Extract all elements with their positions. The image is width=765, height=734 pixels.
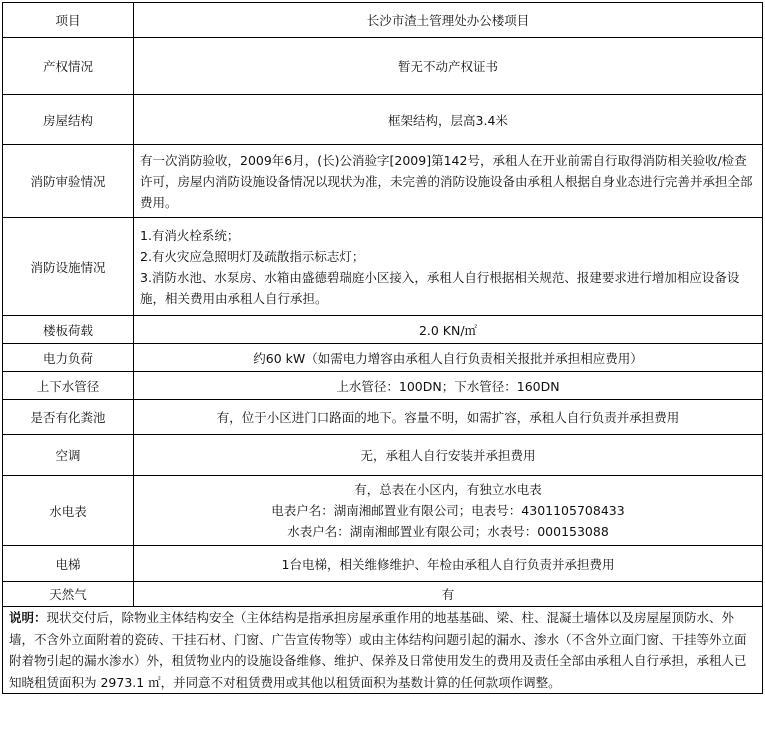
list-item: 有，总表在小区内，有独立水电表 <box>354 482 542 497</box>
table-row <box>3 582 763 607</box>
list-item: 3.消防水池、水泵房、水箱由盛德碧瑞庭小区接入，承租人自行根据相关规范、报建要求进行增加相应设备设施，相关费用由承租人自行承担。 <box>140 269 740 306</box>
table-row <box>3 3 763 38</box>
row-label: 是否有化粪池 <box>3 400 134 435</box>
row-label: 楼板荷载 <box>3 316 134 344</box>
row-label: 天然气 <box>3 582 134 607</box>
table-row <box>3 218 763 316</box>
row-value: 有一次消防验收，2009年6月，(长)公消验字[2009]第142号，承租人在开业前需自行取得消防相关验收/检查许可，房屋内消防设施设备情况以现状为准，未完善的消防设施设备由承租人根据自身业态进行完善并承担全部费用。 <box>134 145 763 218</box>
row-value: 暂无不动产权证书 <box>134 38 763 95</box>
table-row <box>3 476 763 546</box>
row-value: 1台电梯，相关维修维护、年检由承租人自行负责并承担费用 <box>134 546 763 582</box>
list-item: 水表户名：湖南湘邮置业有限公司；水表号：000153088 <box>287 524 609 539</box>
note-row <box>3 607 763 694</box>
list-item: 1.有消火栓系统； <box>140 227 240 243</box>
table-row <box>3 400 763 435</box>
row-label: 空调 <box>3 435 134 476</box>
row-value <box>134 218 763 316</box>
table-row <box>3 38 763 95</box>
row-value: 框架结构，层高3.4米 <box>134 95 763 145</box>
list-item: 电表户名：湖南湘邮置业有限公司；电表号：4301105708433 <box>271 503 625 518</box>
row-label: 电梯 <box>3 546 134 582</box>
table-row <box>3 344 763 372</box>
row-value <box>134 476 763 546</box>
table-row <box>3 145 763 218</box>
table-row <box>3 316 763 344</box>
row-value: 有，位于小区进门口路面的地下。容量不明，如需扩容，承租人自行负责并承担费用 <box>134 400 763 435</box>
property-info-table <box>2 2 763 694</box>
row-label: 产权情况 <box>3 38 134 95</box>
row-value: 上水管径：100DN；下水管径：160DN <box>134 372 763 400</box>
row-label: 电力负荷 <box>3 344 134 372</box>
row-label: 水电表 <box>3 476 134 546</box>
row-value: 无，承租人自行安装并承担费用 <box>134 435 763 476</box>
list-item: 2.有火灾应急照明灯及疏散指示标志灯； <box>140 248 365 264</box>
table-row <box>3 95 763 145</box>
row-label: 上下水管径 <box>3 372 134 400</box>
note-prefix: 说明： <box>9 610 47 625</box>
row-label: 项目 <box>3 3 134 38</box>
table-row <box>3 435 763 476</box>
row-value: 约60 kW（如需电力增容由承租人自行负责相关报批并承担相应费用） <box>134 344 763 372</box>
row-label: 消防设施情况 <box>3 218 134 316</box>
note-text: 现状交付后，除物业主体结构安全（主体结构是指承担房屋承重作用的地基基础、梁、柱、混凝土墙体以及房屋屋顶防水、外墙，不含外立面附着的瓷砖、干挂石材、门窗、广告宣传物等）或由主体结构问题引起的漏水、渗水（不含外立面门窗、干挂等外立面附着物引起的漏水渗水）外，租赁物业内的设施设备维修、维护、保养及日常使用发生的费用及责任全部由承租人自行承担，承租人已知晓租赁面积为 2973.1 ㎡，并同意不对租赁费用或其他以租赁面积为基数计算的任何款项作调整。 <box>9 610 747 690</box>
row-value: 长沙市渣土管理处办公楼项目 <box>134 3 763 38</box>
row-value: 有 <box>134 582 763 607</box>
row-label: 消防审验情况 <box>3 145 134 218</box>
table-row <box>3 546 763 582</box>
table-row <box>3 372 763 400</box>
note-cell <box>3 607 763 694</box>
row-label: 房屋结构 <box>3 95 134 145</box>
row-value: 2.0 KN/㎡ <box>134 316 763 344</box>
